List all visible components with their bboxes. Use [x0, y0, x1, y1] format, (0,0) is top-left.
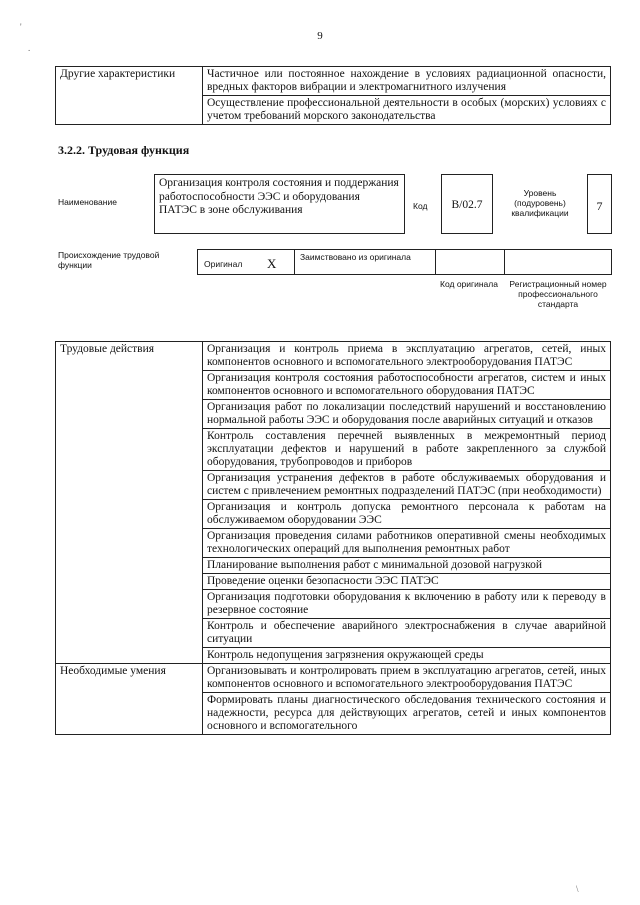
registration-number-caption: Регистрационный номер профессионального стандарта: [509, 279, 607, 309]
original-mark: X: [267, 256, 277, 271]
skill-item: Формировать планы диагностического обследования технического состояния и надежности, ресурса для действующих агрегатов, сетей и иных компонентов основного и вспомогательного: [203, 693, 611, 735]
section-title: 3.2.2. Трудовая функция: [58, 143, 190, 157]
qualification-level-value: 7: [587, 174, 612, 234]
labor-actions-label: Трудовые действия: [56, 342, 203, 664]
function-name-value: Организация контроля состояния и поддержания работоспособности ЭЭС и оборудования ПАТЭС в зоне обслуживания: [154, 174, 405, 234]
qualification-level-label: Уровень (подуровень) квалификации: [511, 188, 569, 218]
labor-action-item: Организация подготовки оборудования к включению в работу или к переводу в резервное состояние: [203, 590, 611, 619]
labor-action-item: Контроль составления перечней выявленных в межремонтный период эксплуатации дефектов и нарушений в работе закрепленного за службой оборудования, трубопроводов и приборов: [203, 429, 611, 471]
labor-action-item: Организация и контроль приема в эксплуатацию агрегатов, сетей, иных компонентов основного и вспомогательного электрооборудования ПАТЭС: [203, 342, 611, 371]
origin-divider: [294, 250, 295, 274]
code-label: Код: [413, 201, 428, 211]
other-characteristics-table: [55, 66, 611, 125]
origin-row: [197, 249, 612, 275]
labor-action-item: Проведение оценки безопасности ЭЭС ПАТЭС: [203, 574, 611, 590]
labor-action-item: Организация устранения дефектов в работе обслуживаемых оборудования и систем с привлечением ремонтных подразделений ПАТЭС (при необходимости): [203, 471, 611, 500]
labor-action-item: Организация работ по локализации последствий нарушений и восстановлению нормальной работы ЭЭС и оборудования после аварийных ситуаций и отказов: [203, 400, 611, 429]
other-characteristics-item: Частичное или постоянное нахождение в условиях радиационной опасности, вредных факторов вибрации и электромагнитного излучения: [203, 67, 611, 96]
skills-label: Необходимые умения: [56, 664, 203, 735]
labor-action-item: Планирование выполнения работ с минимальной дозовой нагрузкой: [203, 558, 611, 574]
labor-action-item: Контроль и обеспечение аварийного электроснабжения в случае аварийной ситуации: [203, 619, 611, 648]
original-label: Оригинал: [204, 259, 243, 269]
labor-action-item: Контроль недопущения загрязнения окружающей среды: [203, 648, 611, 664]
other-characteristics-label: Другие характеристики: [56, 67, 203, 125]
labor-action-item: Организация контроля состояния работоспособности агрегатов, систем и иных компонентов основного и вспомогательного оборудования ПАТЭС: [203, 371, 611, 400]
labor-action-item: Организация и контроль допуска ремонтного персонала к работам на обслуживаемом оборудовании ЭЭС: [203, 500, 611, 529]
origin-label: Происхождение трудовой функции: [58, 250, 160, 270]
scan-mark: \: [576, 884, 579, 894]
page-number: 9: [317, 30, 323, 42]
other-characteristics-item: Осуществление профессиональной деятельности в особых (морских) условиях с учетом требований морского законодательства: [203, 96, 611, 125]
skill-item: Организовывать и контролировать прием в эксплуатацию агрегатов, сетей, иных компонентов основного и вспомогательного электрооборудования ПАТЭС: [203, 664, 611, 693]
origin-divider: [504, 250, 505, 274]
code-value: B/02.7: [441, 174, 493, 234]
code-original-caption: Код оригинала: [440, 279, 498, 289]
name-label: Наименование: [58, 197, 117, 207]
labor-action-item: Организация проведения силами работников оперативной смены необходимых технологических операций для выполнения ремонтных работ: [203, 529, 611, 558]
scan-mark: .: [28, 43, 31, 53]
borrowed-label: Заимствовано из оригинала: [300, 252, 411, 262]
origin-divider: [435, 250, 436, 274]
main-function-table: [55, 341, 611, 735]
scan-mark: ': [20, 22, 22, 32]
